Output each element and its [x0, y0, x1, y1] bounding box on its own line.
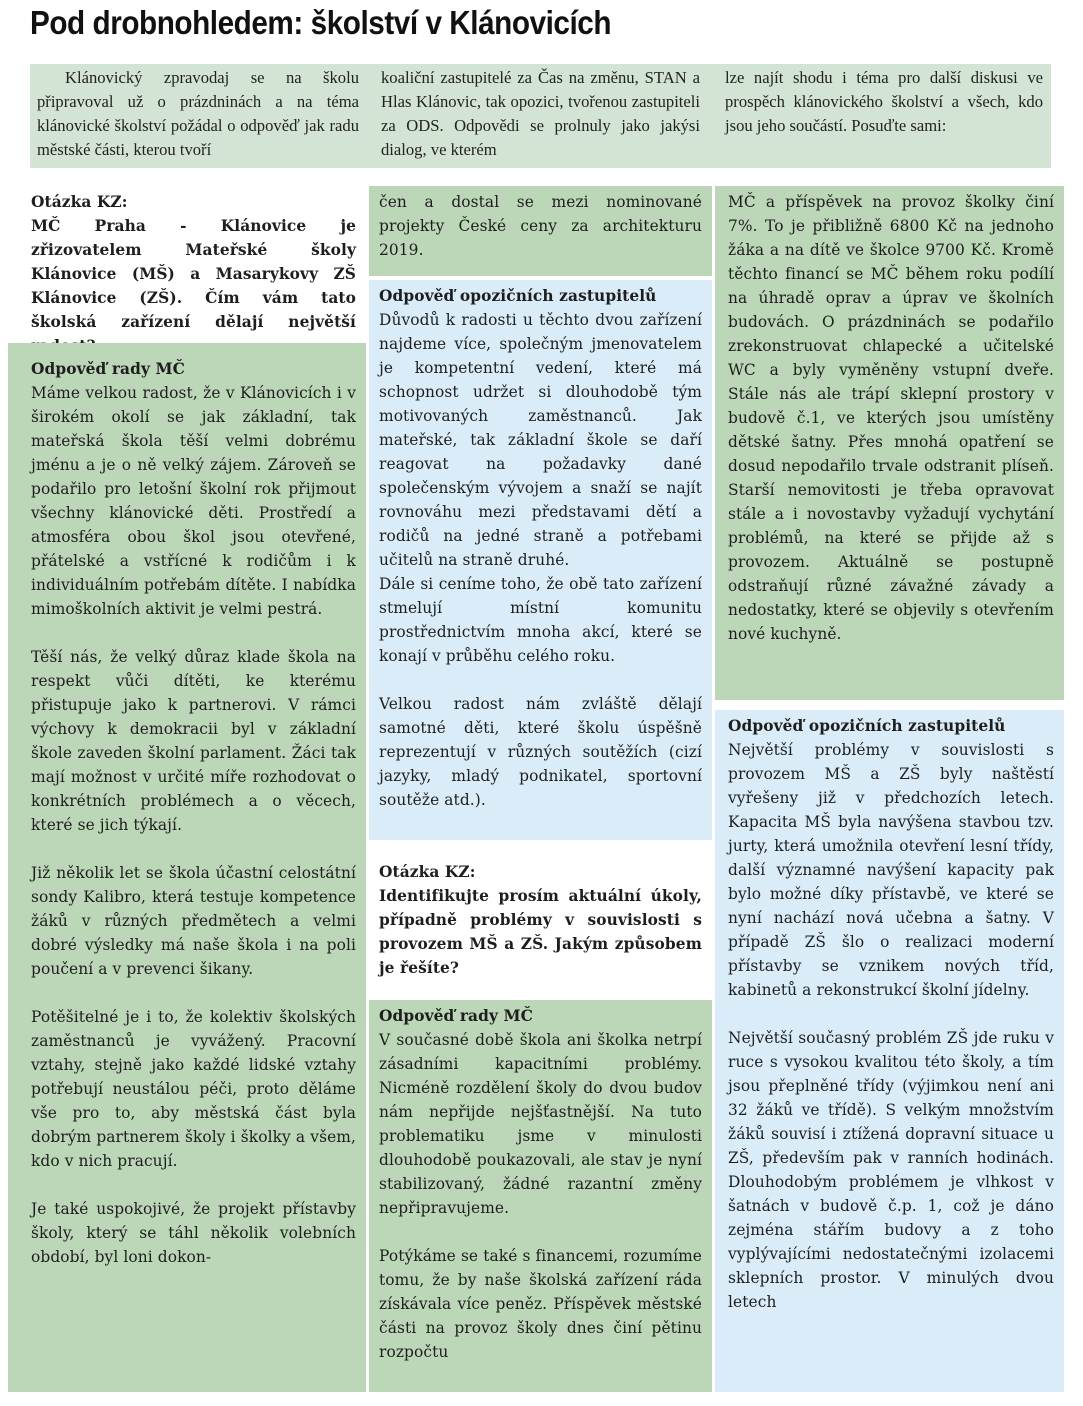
answer-1-rada-box — [8, 343, 366, 1392]
question-1-text: MČ Praha - Klánovice je zřizovatelem Mateřské školy Klánovice (MŠ) a Masarykovy ZŠ Klánovice (ZŠ). Čím vám tato školská zařízení dělají největší — [31, 217, 356, 331]
answer-1-rada-cont: čen a dostal se mezi nominované projekty České ceny za architekturu 2019. — [379, 193, 702, 259]
answer-2-rada-cont-box — [715, 186, 1064, 700]
answer-2-rada-heading: Odpověď rady MČ — [379, 1007, 533, 1025]
intro-text-1: Klánovický zpravodaj se na školu připravoval už o prázdninách a na téma klánovické školství požádal o odpověď jak radu městské části, kterou tvoří — [37, 68, 359, 159]
page-title: Pod drobnohledem: školství v Klánovicích — [30, 4, 612, 41]
intro-col-2 — [381, 66, 700, 166]
intro-text-2: koaliční zastupitelé za Čas na změnu, STAN a Hlas Klánovic, tak opozici, tvořenou zastupiteli za ODS. Odpovědi se prolnuly jako jakýsi dialog, ve kterém — [381, 68, 700, 159]
answer-2-opo-p1: Největší problémy v souvislosti s provozem MŠ a ZŠ byly naštěstí vyřešeny již v předchozích letech. Kapacita MŠ byla navýšena stavbou tzv. jurty, která umožnila otevření lesní třídy, další významné navýšení kapacity pak bylo možné díky přístavbě, ve které se nyní nachází nová učebna a šatny. V případě ZŠ šlo o realizaci moderní přístavby se vznikem nových tříd, kabinetů a rekonstrukcí školní jídelny. — [728, 741, 1054, 999]
intro-text-3: lze najít shodu i téma pro další diskusi ve prospěch klánovického školství a všech, kdo jsou jeho součástí. Posuďte sami: — [725, 68, 1043, 135]
answer-1-rada-p3: Již několik let se škola účastní celostátní sondy Kalibro, která testuje kompetence žáků v různých předmětech a velmi dobré výsledky má naše škola i na poli poučení a v prevenci šikany. — [31, 864, 356, 978]
question-1-box — [21, 186, 366, 340]
answer-1-rada-cont-box — [369, 186, 712, 276]
answer-2-rada-cont: MČ a příspěvek na provoz školky činí 7%. To je přibližně 6800 Kč na jednoho žáka a na dítě ve školce 9700 Kč. Kromě těchto financí se MČ během roku podílí na úhradě oprav a úprav ve školních budovách. O prázdninách se podařilo zrekonstruovat chlapecké a učitelské WC a byly vyměněny vstupní dveře. Stále nás ale trápí sklepní prostory v budově č.1, ve kterých jsou umístěny dětské šatny. Přes mnohá opatření se dosud nepodařilo trvale odstranit plíseň. Starší nemovitosti je třeba opravovat stále a i novostavby vyžadují vychytání problémů, na které se přijde až s provozem. Aktuálně se postupně odstraňují různé závažné závady a nedostatky, které se objevily s otevřením nové kuchyně. — [728, 193, 1054, 643]
answer-2-opo-heading: Odpověď opozičních zastupitelů — [728, 717, 1006, 735]
answer-1-rada-p5: Je také uspokojivé, že projekt přístavby školy, který se táhl několik volebních období, byl loni dokon- — [31, 1200, 356, 1266]
answer-1-opo-heading: Odpověď opozičních zastupitelů — [379, 287, 657, 305]
answer-1-opo-box — [369, 280, 712, 840]
answer-2-rada-p1: V současné době škola ani školka netrpí zásadními kapacitními problémy. Nicméně rozdělení školy do dvou budov nám nepřijde nejšťastnější. Na tuto problematiku jsme v minulosti dlouhodobě poukazovali, ale stav je nyní stabilizovaný, žádné razantní změny nepřipravujeme. — [379, 1031, 702, 1217]
answer-1-opo-p1: Důvodů k radosti u těchto dvou zařízení najdeme více, společným jmenovatelem je kompetentní vedení, které má schopnost udržet si dlouhodobě tým motivovaných zaměstnanců. Jak mateřské, tak základní škole se daří reagovat na požadavky dané společenským vývojem a snaží se najít rovnováhu mezi představami dětí a rodičů na jedné straně a potřebami učitelů na straně druhé. — [379, 311, 702, 569]
answer-1-rada-p2: Těší nás, že velký důraz klade škola na respekt vůči dítěti, ke kterému přistupuje jako k partnerovi. V rámci výchovy k demokracii byl v základní škole zaveden školní parlament. Žáci tak mají možnost v určité míře rozhodovat o konkrétních problémech a o věcech, které se jich týkají. — [31, 648, 356, 834]
intro-col-1 — [37, 66, 359, 166]
answer-2-opo-box — [715, 710, 1064, 1392]
question-2-box — [369, 856, 712, 994]
answer-1-opo-p3: Velkou radost nám zvláště dělají samotné děti, které školu úspěšně reprezentují v různých soutěžích (cizí jazyky, mladý podnikatel, sportovní soutěže atd.). — [379, 695, 702, 809]
answer-1-rada-heading: Odpověď rady MČ — [31, 360, 185, 378]
question-2-label: Otázka KZ: — [379, 863, 476, 881]
answer-2-rada-box — [369, 1000, 712, 1392]
answer-2-rada-p2: Potýkáme se také s financemi, rozumíme tomu, že by naše školská zařízení ráda získávala více peněz. Příspěvek městské části na provoz školy dnes činí pětinu rozpočtu — [379, 1247, 702, 1361]
question-1-label: Otázka KZ: — [31, 193, 128, 211]
intro-col-3 — [725, 66, 1043, 166]
answer-1-rada-p4: Potěšitelné je i to, že kolektiv školských zaměstnanců je vyvážený. Pracovní vztahy, stejně jako každé lidské vztahy potřebují neustálou péči, proto děláme vše pro to, aby městská část byla dobrým partnerem školy i školky a všem, kdo v nich pracují. — [31, 1008, 356, 1170]
answer-1-opo-p2: Dále si ceníme toho, že obě tato zařízení stmelují místní komunitu prostřednictvím mnoha akcí, které se konají v průběhu celého roku. — [379, 575, 702, 665]
question-2-text: Identifikujte prosím aktuální úkoly, případně problémy v souvislosti s provozem MŠ a ZŠ. Jakým způsobem je řešíte? — [379, 887, 702, 977]
answer-2-opo-p2: Největší současný problém ZŠ jde ruku v ruce s vysokou kvalitou této školy, a tím jsou přeplněné třídy (výjimkou není ani 32 žáků ve třídě). S velkým množstvím žáků souvisí i ztížená dopravní situace u ZŠ, především pak v ranních hodinách. Dlouhodobým problémem je vlhkost v šatnách v budově č.p. 1, což je dáno zejména stářím budovy a z toho vyplývajícími nedostatečnými izolacemi sklepních prostor. V minulých dvou letech — [728, 1029, 1054, 1311]
answer-1-rada-p1: Máme velkou radost, že v Klánovicích i v širokém okolí se jak základní, tak mateřská škola těší velmi dobrému jménu a je o ně velký zájem. Zároveň se podařilo pro letošní školní rok přijmout všechny klánovické děti. Prostředí a atmosféra obou škol jsou otevřené, přátelské a vstřícné k rodičům i k individuálním potřebám dítěte. I nabídka mimoškolních aktivit je velmi pestrá. — [31, 384, 356, 618]
